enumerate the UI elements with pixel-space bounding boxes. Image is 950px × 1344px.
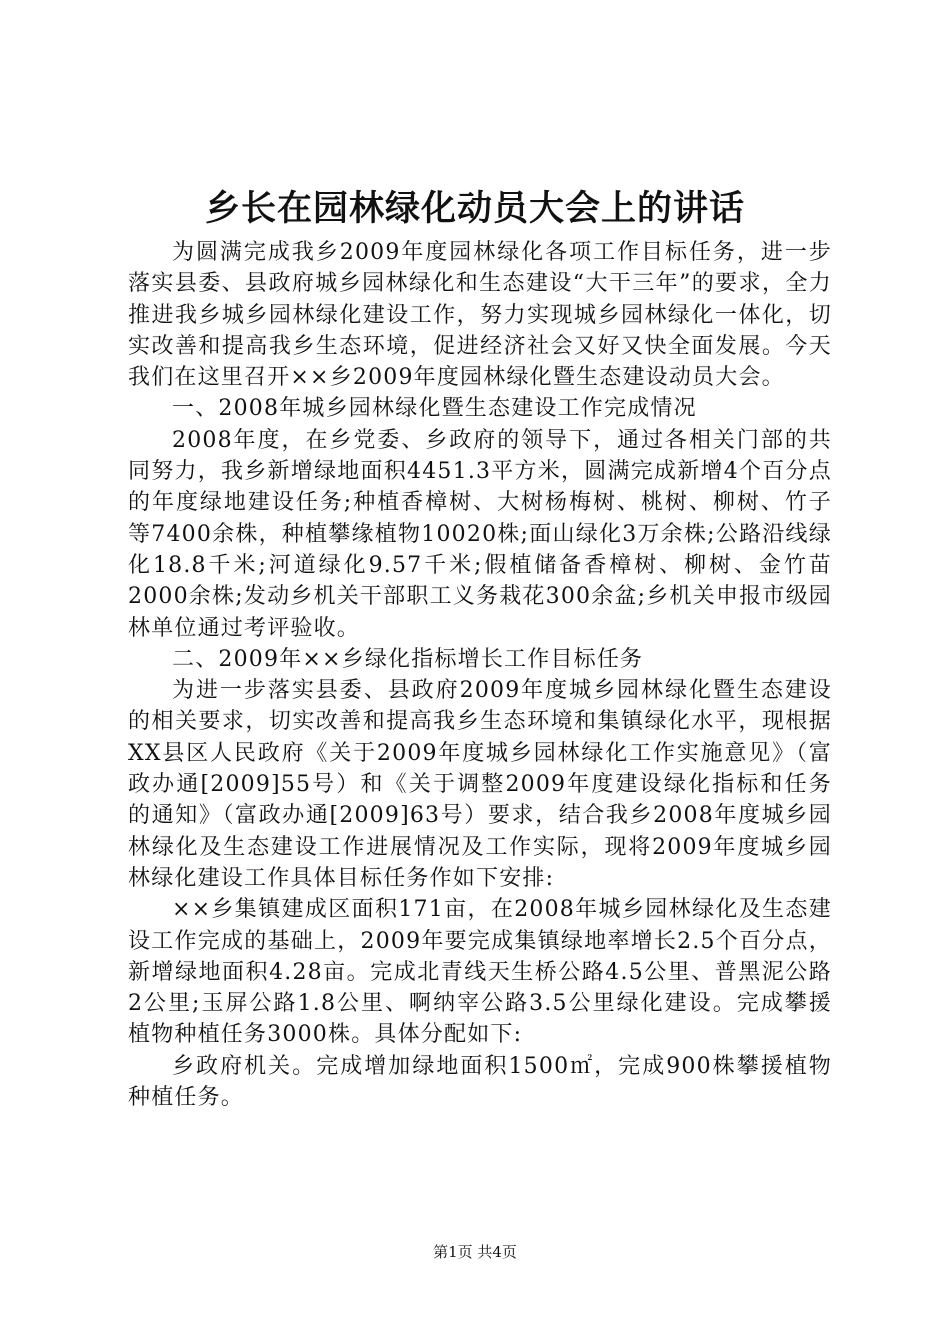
document-title: 乡长在园林绿化动员大会上的讲话: [204, 189, 745, 229]
paragraph-2009-requirements: 为进一步落实县委、县政府2009年度城乡园林绿化暨生态建设的相关要求，切实改善和提高我乡生态环境和集镇绿化水平，现根据XX县区人民政府《关于2009年度城乡园林绿化工作实施意见》（富政办通[2009]55号）和《关于调整2009年度建设绿化指标和任务的通知》（富政办通[2009]63号）要求，结合我乡2008年度城乡园林绿化及生态建设工作进展情况及工作实际，现将2009年度城乡园林绿化建设工作具体目标任务作如下安排:: [128, 678, 832, 891]
page-footer: 第1页 共4页: [433, 1243, 517, 1261]
paragraph-government-task: 乡政府机关。完成增加绿地面积1500㎡，完成900株攀援植物种植任务。: [128, 1053, 832, 1111]
section-heading-2: 二、2009年××乡绿化指标增长工作目标任务: [172, 646, 644, 672]
section-heading-1: 一、2008年城乡园林绿化暨生态建设工作完成情况: [172, 396, 697, 422]
paragraph-town-targets: ××乡集镇建成区面积171亩，在2008年城乡园林绿化及生态建设工作完成的基础上，2009年要完成集镇绿地率增长2.5个百分点，新增绿地面积4.28亩。完成北青线天生桥公路4.5公里、普黑泥公路2公里;玉屏公路1.8公里、啊纳宰公路3.5公里绿化建设。完成攀援植物种植任务3000株。具体分配如下:: [128, 897, 832, 1048]
paragraph-2008-results: 2008年度，在乡党委、乡政府的领导下，通过各相关门部的共同努力，我乡新增绿地面积4451.3平方米，圆满完成新增4个百分点的年度绿地建设任务;种植香樟树、大树杨梅树、桃树、柳树、竹子等7400余株，种植攀缘植物10020株;面山绿化3万余株;公路沿线绿化18.8千米;河道绿化9.57千米;假植储备香樟树、柳树、金竹苗2000余株;发动乡机关干部职工义务栽花300余盆;乡机关申报市级园林单位通过考评验收。: [128, 427, 832, 641]
document-body: [128, 237, 832, 1113]
paragraph-intro: 为圆满完成我乡2009年度园林绿化各项工作目标任务，进一步落实县委、县政府城乡园林绿化和生态建设“大干三年”的要求，全力推进我乡城乡园林绿化建设工作，努力实现城乡园林绿化一体化，切实改善和提高我乡生态环境，促进经济社会又好又快全面发展。今天我们在这里召开××乡2009年度园林绿化暨生态建设动员大会。: [128, 240, 832, 391]
